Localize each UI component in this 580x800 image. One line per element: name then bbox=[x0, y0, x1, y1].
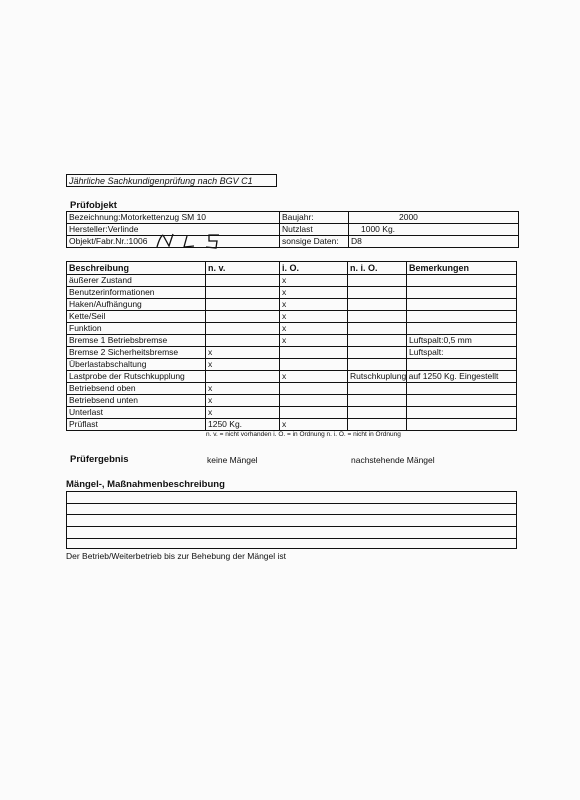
row-description: äußerer Zustand bbox=[67, 275, 206, 287]
row-not-present bbox=[206, 275, 280, 287]
table-row bbox=[67, 275, 517, 287]
table-row bbox=[67, 347, 517, 359]
row-description: Unterlast bbox=[67, 407, 206, 419]
row-not-present bbox=[206, 335, 280, 347]
row-not-present: x bbox=[206, 407, 280, 419]
row-not-ok bbox=[348, 299, 407, 311]
table-row bbox=[67, 323, 517, 335]
row-description: Prüflast bbox=[67, 419, 206, 431]
row-remark bbox=[407, 287, 517, 299]
object-label-year: Baujahr: bbox=[280, 212, 349, 224]
row-ok: x bbox=[280, 311, 348, 323]
row-ok: x bbox=[280, 299, 348, 311]
row-not-ok bbox=[348, 323, 407, 335]
row-ok: x bbox=[280, 275, 348, 287]
row-not-ok bbox=[348, 359, 407, 371]
row-description: Funktion bbox=[67, 323, 206, 335]
row-ok bbox=[280, 359, 348, 371]
legend: n. v. = nicht vorhanden i. O. = in Ordnung n. i. O. = nicht in Ordnung bbox=[206, 431, 401, 438]
table-row bbox=[67, 311, 517, 323]
table-row bbox=[67, 419, 517, 431]
row-remark bbox=[407, 407, 517, 419]
row-ok: x bbox=[280, 287, 348, 299]
row-not-present bbox=[206, 299, 280, 311]
row-not-ok bbox=[348, 335, 407, 347]
col-remarks: Bemerkungen bbox=[407, 262, 517, 275]
defects-heading: Mängel-, Maßnahmenbeschreibung bbox=[66, 479, 225, 490]
operation-statement: Der Betrieb/Weiterbetrieb bis zur Behebung der Mängel ist bbox=[66, 551, 287, 561]
row-remark bbox=[407, 359, 517, 371]
row-description: Bremse 1 Betriebsbremse bbox=[67, 335, 206, 347]
object-value-load: 1000 Kg. bbox=[349, 224, 519, 236]
object-serial: Objekt/Fabr.Nr.:1006 bbox=[67, 236, 280, 248]
object-value-other: D8 bbox=[349, 236, 519, 248]
object-manufacturer: Hersteller:Verlinde bbox=[67, 224, 280, 236]
row-remark bbox=[407, 323, 517, 335]
table-row bbox=[67, 383, 517, 395]
row-not-present: x bbox=[206, 395, 280, 407]
row-description: Kette/Seil bbox=[67, 311, 206, 323]
row-not-present: x bbox=[206, 347, 280, 359]
object-label-other: sonsige Daten: bbox=[280, 236, 349, 248]
table-row bbox=[67, 299, 517, 311]
col-ok: i. O. bbox=[280, 262, 348, 275]
row-ok bbox=[280, 395, 348, 407]
row-not-ok bbox=[348, 419, 407, 431]
row-description: Bremse 2 Sicherheitsbremse bbox=[67, 347, 206, 359]
row-not-ok bbox=[348, 383, 407, 395]
row-remark bbox=[407, 311, 517, 323]
object-designation: Bezeichnung:Motorkettenzug SM 10 bbox=[67, 212, 280, 224]
row-ok bbox=[280, 347, 348, 359]
result-no-defects[interactable]: keine Mängel bbox=[207, 455, 258, 465]
handwritten-annotation bbox=[147, 232, 247, 250]
row-not-ok bbox=[348, 407, 407, 419]
defects-line bbox=[67, 538, 516, 539]
row-not-present: 1250 Kg. bbox=[206, 419, 280, 431]
row-description: Benutzerinformationen bbox=[67, 287, 206, 299]
row-not-ok bbox=[348, 275, 407, 287]
object-value-year: 2000 bbox=[349, 212, 519, 224]
row-remark: Luftspalt:0,5 mm bbox=[407, 335, 517, 347]
row-remark bbox=[407, 383, 517, 395]
object-table bbox=[66, 211, 519, 248]
row-description: Betriebsend oben bbox=[67, 383, 206, 395]
defects-line bbox=[67, 514, 516, 515]
defects-line bbox=[67, 503, 516, 504]
row-remark: Luftspalt: bbox=[407, 347, 517, 359]
row-ok: x bbox=[280, 323, 348, 335]
object-section-heading: Prüfobjekt bbox=[70, 200, 117, 211]
row-ok bbox=[280, 383, 348, 395]
object-row bbox=[67, 236, 519, 248]
row-not-ok bbox=[348, 311, 407, 323]
row-description: Überlastabschaltung bbox=[67, 359, 206, 371]
row-not-present: x bbox=[206, 359, 280, 371]
row-not-ok bbox=[348, 287, 407, 299]
row-not-present bbox=[206, 311, 280, 323]
inspection-header-row bbox=[67, 262, 517, 275]
row-ok bbox=[280, 407, 348, 419]
table-row bbox=[67, 371, 517, 383]
row-description: Haken/Aufhängung bbox=[67, 299, 206, 311]
table-row bbox=[67, 407, 517, 419]
row-remark bbox=[407, 419, 517, 431]
result-heading: Prüfergebnis bbox=[70, 454, 129, 465]
col-not-ok: n. i. O. bbox=[348, 262, 407, 275]
row-remark bbox=[407, 299, 517, 311]
row-not-present: x bbox=[206, 383, 280, 395]
row-not-present bbox=[206, 323, 280, 335]
row-not-ok bbox=[348, 347, 407, 359]
row-not-ok bbox=[348, 395, 407, 407]
table-row bbox=[67, 335, 517, 347]
object-row bbox=[67, 212, 519, 224]
row-ok: x bbox=[280, 335, 348, 347]
object-row bbox=[67, 224, 519, 236]
row-description: Betriebsend unten bbox=[67, 395, 206, 407]
defects-line bbox=[67, 526, 516, 527]
table-row bbox=[67, 395, 517, 407]
object-label-load: Nutzlast bbox=[280, 224, 349, 236]
row-ok: x bbox=[280, 419, 348, 431]
row-not-ok: Rutschkuplung auf 1250 Kg. Eingestellt bbox=[348, 371, 407, 383]
col-not-present: n. v. bbox=[206, 262, 280, 275]
row-remark bbox=[407, 275, 517, 287]
row-description: Lastprobe der Rutschkupplung bbox=[67, 371, 206, 383]
col-description: Beschreibung bbox=[67, 262, 206, 275]
result-defects-listed[interactable]: nachstehende Mängel bbox=[351, 455, 435, 465]
row-not-present bbox=[206, 287, 280, 299]
row-ok: x bbox=[280, 371, 348, 383]
table-row bbox=[67, 359, 517, 371]
row-not-present bbox=[206, 371, 280, 383]
inspection-table bbox=[66, 261, 517, 431]
row-remark bbox=[407, 395, 517, 407]
table-row bbox=[67, 287, 517, 299]
defects-description-area[interactable] bbox=[66, 491, 517, 549]
form-title: Jährliche Sachkundigenprüfung nach BGV C1 bbox=[66, 174, 277, 187]
